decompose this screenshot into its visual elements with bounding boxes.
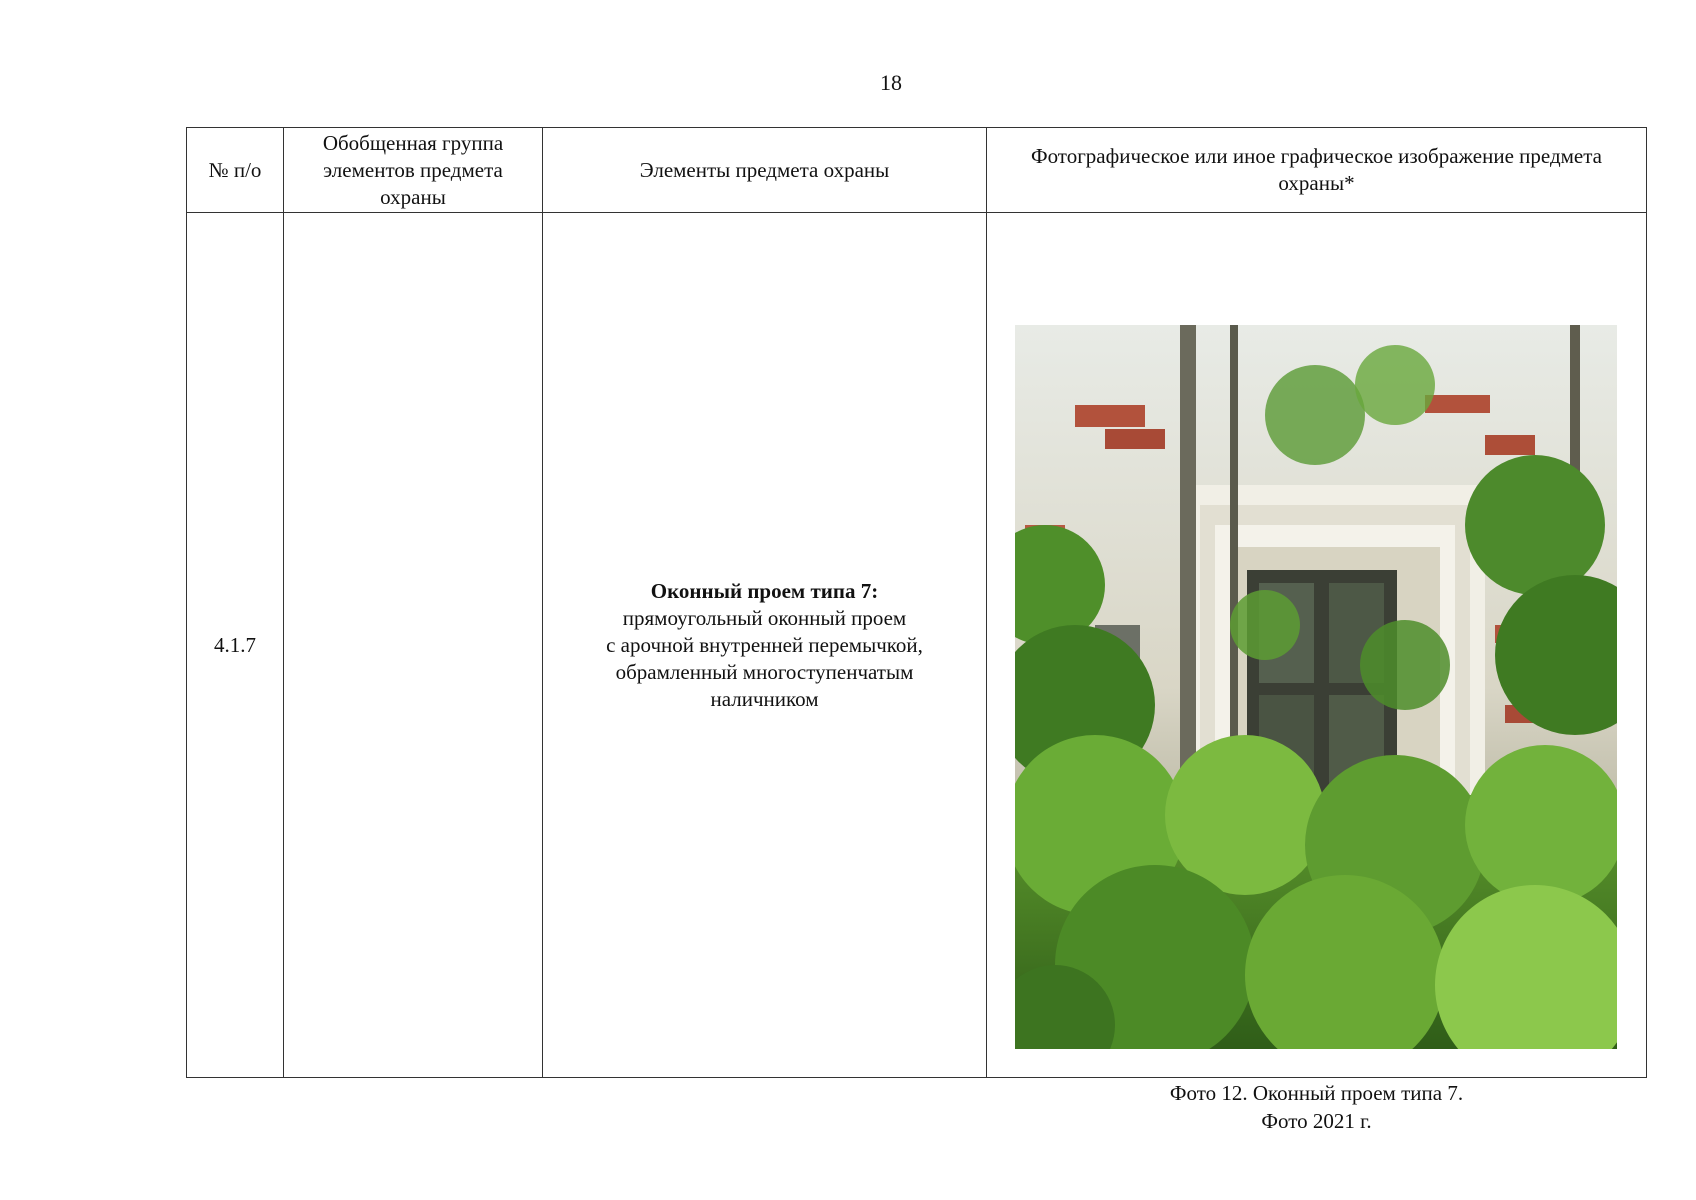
header-elements: [543, 128, 987, 213]
header-elements-label: Элементы предмета охраны: [639, 157, 890, 182]
window-photo-image: [1015, 325, 1617, 1049]
element-title: Оконный проем типа 7:: [650, 578, 879, 603]
protection-elements-table: [186, 127, 1647, 1133]
window-photo: [1015, 325, 1617, 1049]
table-row: [187, 213, 1647, 1078]
element-description-line: наличником: [710, 686, 819, 711]
header-group-label: Обобщенная группа элементов предмета охраны: [322, 130, 504, 209]
header-photo: [987, 128, 1647, 213]
header-number: [187, 128, 284, 213]
header-number-label: № п/о: [208, 157, 262, 182]
row-number: 4.1.7: [214, 632, 256, 657]
row-elements-cell: [543, 213, 987, 1078]
row-photo-cell: [987, 213, 1647, 1133]
photo-caption: [987, 1079, 1646, 1135]
row-number-cell: [187, 213, 284, 1078]
table-header-row: [187, 128, 1647, 213]
element-description-line: обрамленный многоступенчатым: [615, 659, 914, 684]
page-number: 18: [880, 70, 902, 95]
photo-caption-line: Фото 2021 г.: [1261, 1109, 1372, 1133]
header-group: [284, 128, 543, 213]
photo-caption-line: Фото 12. Оконный проем типа 7.: [1169, 1081, 1464, 1105]
row-group-cell: [284, 213, 543, 1078]
header-photo-label: Фотографическое или иное графическое изображение предмета охраны*: [1030, 144, 1602, 195]
element-description-line: прямоугольный оконный проем: [622, 605, 907, 630]
element-description-line: с арочной внутренней перемычкой,: [606, 632, 923, 657]
